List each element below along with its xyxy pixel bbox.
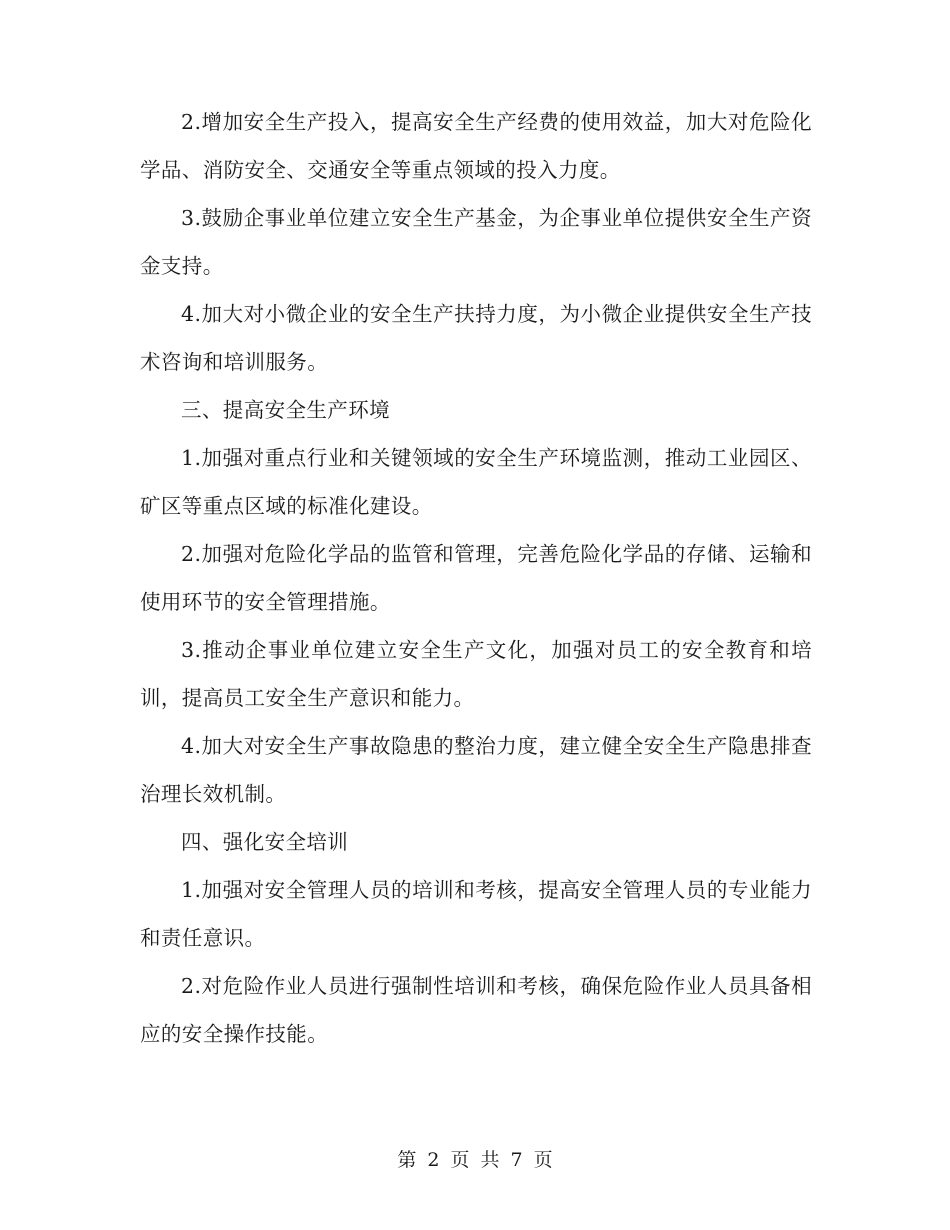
paragraph-investment-4: 4.加大对小微企业的安全生产扶持力度，为小微企业提供安全生产技术咨询和培训服务。 [140, 302, 812, 374]
paragraph-environment-2: 2.加强对危险化学品的监管和管理，完善危险化学品的存储、运输和使用环节的安全管理措施。 [140, 542, 812, 614]
paragraph-environment-4: 4.加大对安全生产事故隐患的整治力度，建立健全安全生产隐患排查治理长效机制。 [140, 734, 812, 806]
paragraph-environment-1: 1.加强对重点行业和关键领域的安全生产环境监测，推动工业园区、矿区等重点区域的标准化建设。 [140, 446, 812, 518]
paragraph-environment-3: 3.推动企事业单位建立安全生产文化，加强对员工的安全教育和培训，提高员工安全生产意识和能力。 [140, 638, 812, 710]
page-number-footer: 第 2 页 共 7 页 [397, 1149, 553, 1171]
paragraph-training-2: 2.对危险作业人员进行强制性培训和考核，确保危险作业人员具备相应的安全操作技能。 [140, 974, 812, 1046]
paragraph-investment-3: 3.鼓励企事业单位建立安全生产基金，为企事业单位提供安全生产资金支持。 [140, 206, 812, 278]
paragraph-investment-2: 2.增加安全生产投入，提高安全生产经费的使用效益，加大对危险化学品、消防安全、交通安全等重点领域的投入力度。 [140, 110, 812, 182]
document-body [140, 98, 812, 1058]
section-heading-training: 四、强化安全培训 [181, 830, 349, 854]
paragraph-training-1: 1.加强对安全管理人员的培训和考核，提高安全管理人员的专业能力和责任意识。 [140, 878, 812, 950]
section-heading-environment: 三、提高安全生产环境 [181, 398, 390, 422]
